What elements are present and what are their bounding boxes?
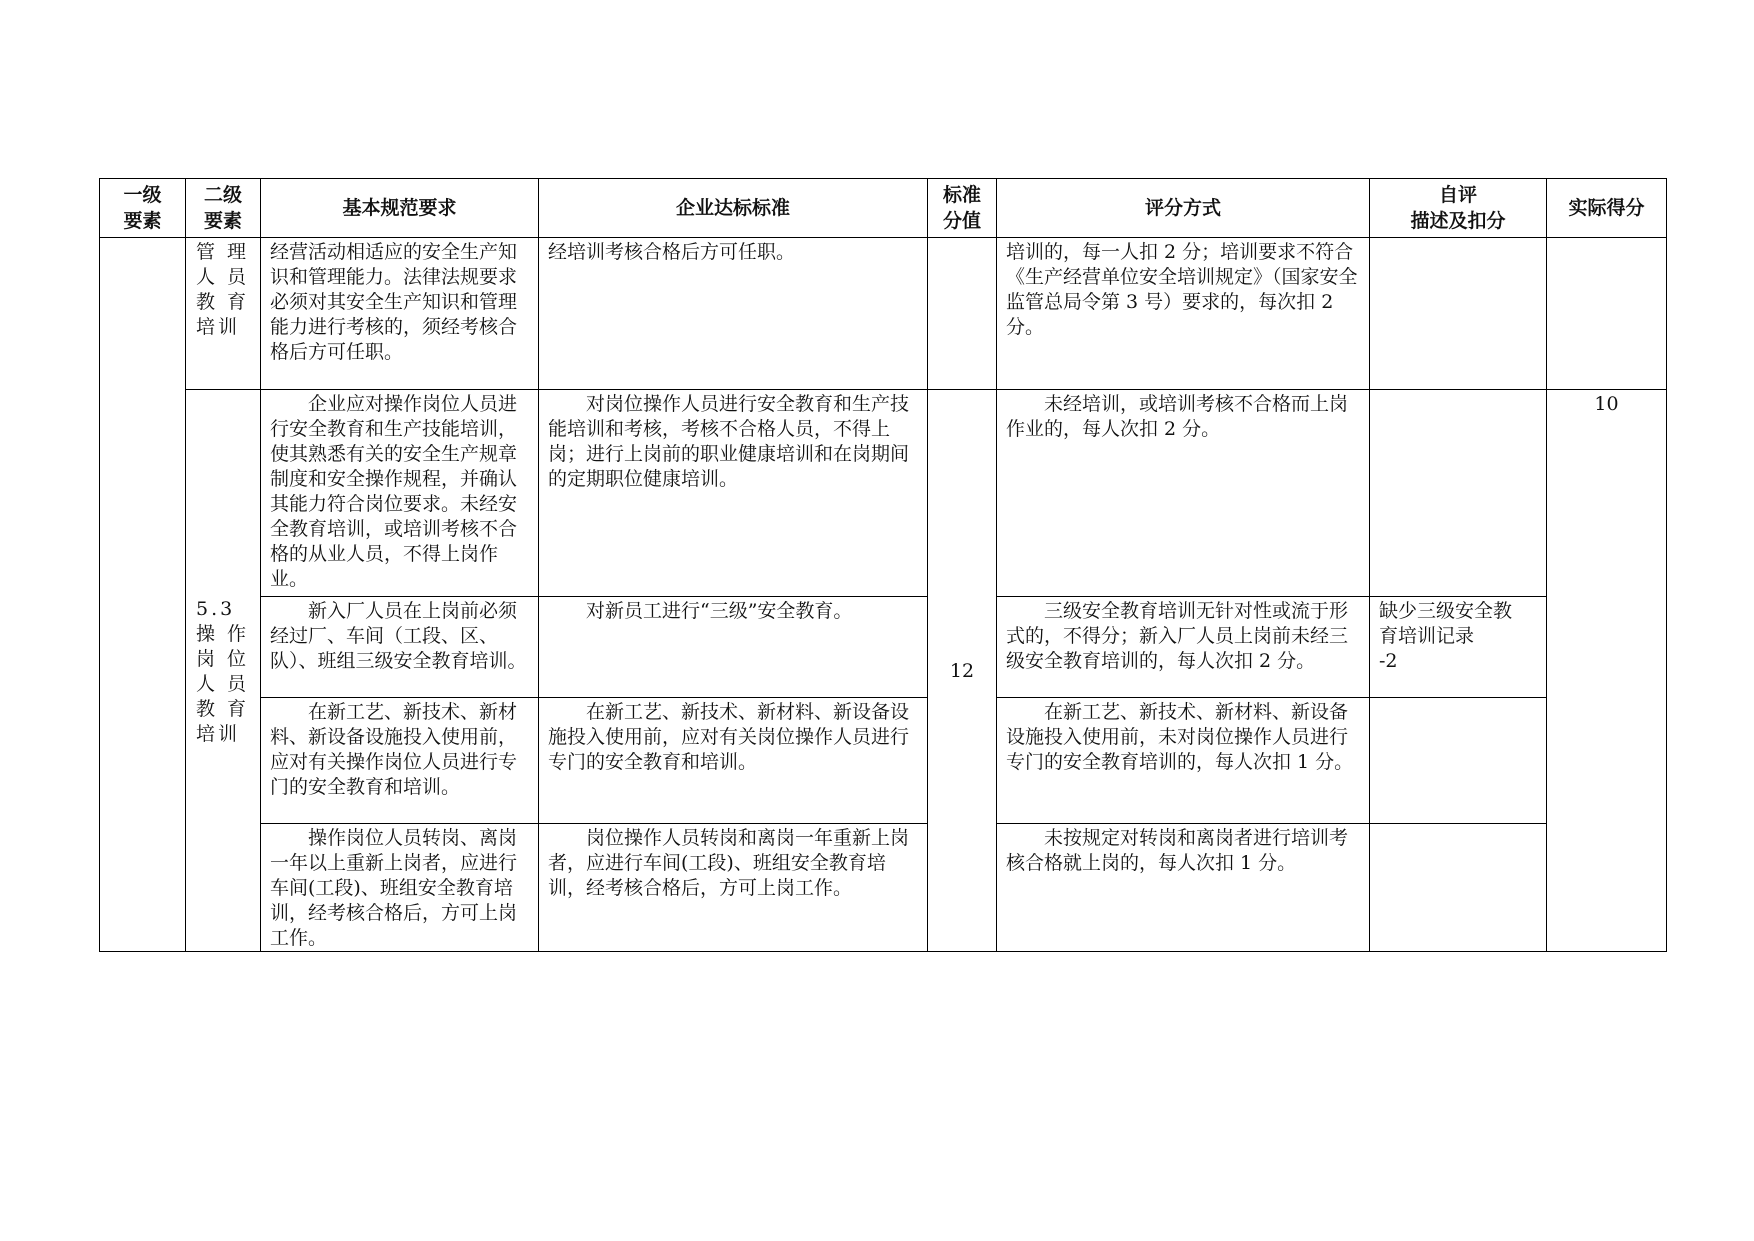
basic-requirement-text: 企业应对操作岗位人员进行安全教育和生产技能培训，使其熟悉有关的安全生产规章制度和安全操作规程，并确认其能力符合岗位要求。未经安全教育培训，或培训考核不合格的从业人员，不得上岗作业。 <box>261 390 539 597</box>
header-actual-score: 实际得分 <box>1547 179 1667 238</box>
level1-element-cell <box>100 238 186 952</box>
basic-requirement-text: 操作岗位人员转岗、离岗一年以上重新上岗者，应进行车间(工段)、班组安全教育培训，经考核合格后，方可上岗工作。 <box>261 824 539 952</box>
header-row <box>100 179 1667 238</box>
safety-standard-table <box>99 178 1667 952</box>
enterprise-standard-text: 对岗位操作人员进行安全教育和生产技能培训和考核，考核不合格人员，不得上岗；进行上岗前的职业健康培训和在岗期间的定期职位健康培训。 <box>539 390 928 597</box>
header-scoring-method: 评分方式 <box>997 179 1370 238</box>
enterprise-standard-text: 在新工艺、新技术、新材料、新设备设施投入使用前，应对有关岗位操作人员进行专门的安全教育和培训。 <box>539 698 928 824</box>
enterprise-standard-text: 对新员工进行“三级”安全教育。 <box>539 597 928 698</box>
table-row <box>100 390 1667 597</box>
scoring-method-text: 未按规定对转岗和离岗者进行培训考核合格就上岗的，每人次扣 1 分。 <box>997 824 1370 952</box>
table-row <box>100 698 1667 824</box>
header-level2-element: 二级 要素 <box>186 179 261 238</box>
scoring-method-text: 未经培训，或培训考核不合格而上岗作业的，每人次扣 2 分。 <box>997 390 1370 597</box>
header-level1-element: 一级 要素 <box>100 179 186 238</box>
self-evaluation-cell <box>1370 698 1547 824</box>
basic-requirement-text: 在新工艺、新技术、新材料、新设备设施投入使用前，应对有关操作岗位人员进行专门的安全教育和培训。 <box>261 698 539 824</box>
scoring-method-text: 在新工艺、新技术、新材料、新设备设施投入使用前，未对岗位操作人员进行专门的安全教育培训的，每人次扣 1 分。 <box>997 698 1370 824</box>
table-row <box>100 597 1667 698</box>
standard-score-cell <box>928 238 997 390</box>
standard-score-value: 12 <box>928 390 997 952</box>
header-basic-requirements: 基本规范要求 <box>261 179 539 238</box>
header-enterprise-standard: 企业达标标准 <box>539 179 928 238</box>
table-row <box>100 238 1667 390</box>
enterprise-standard-text: 岗位操作人员转岗和离岗一年重新上岗者，应进行车间(工段)、班组安全教育培训，经考核合格后，方可上岗工作。 <box>539 824 928 952</box>
scoring-method-text: 培训的，每一人扣 2 分；培训要求不符合《生产经营单位安全培训规定》（国家安全监管总局令第 3 号）要求的，每次扣 2 分。 <box>997 238 1370 390</box>
basic-requirement-text: 新入厂人员在上岗前必须经过厂、车间（工段、区、队）、班组三级安全教育培训。 <box>261 597 539 698</box>
self-evaluation-cell <box>1370 824 1547 952</box>
actual-score-value: 10 <box>1547 390 1667 952</box>
enterprise-standard-text: 经培训考核合格后方可任职。 <box>539 238 928 390</box>
scoring-method-text: 三级安全教育培训无针对性或流于形式的，不得分；新入厂人员上岗前未经三级安全教育培训的，每人次扣 2 分。 <box>997 597 1370 698</box>
self-evaluation-text: 缺少三级安全教 育培训记录 -2 <box>1370 597 1547 698</box>
header-standard-score: 标准 分值 <box>928 179 997 238</box>
level2-element-management-training: 管 理 人 员 教 育 培训 <box>186 238 261 390</box>
header-self-evaluation: 自评 描述及扣分 <box>1370 179 1547 238</box>
basic-requirement-text: 经营活动相适应的安全生产知识和管理能力。法律法规要求必须对其安全生产知识和管理能力进行考核的，须经考核合格后方可任职。 <box>261 238 539 390</box>
self-evaluation-cell <box>1370 390 1547 597</box>
level2-element-operator-training: 5.3 操 作 岗 位 人 员 教 育 培训 <box>186 390 261 952</box>
table-row <box>100 824 1667 952</box>
actual-score-cell <box>1547 238 1667 390</box>
self-evaluation-cell <box>1370 238 1547 390</box>
